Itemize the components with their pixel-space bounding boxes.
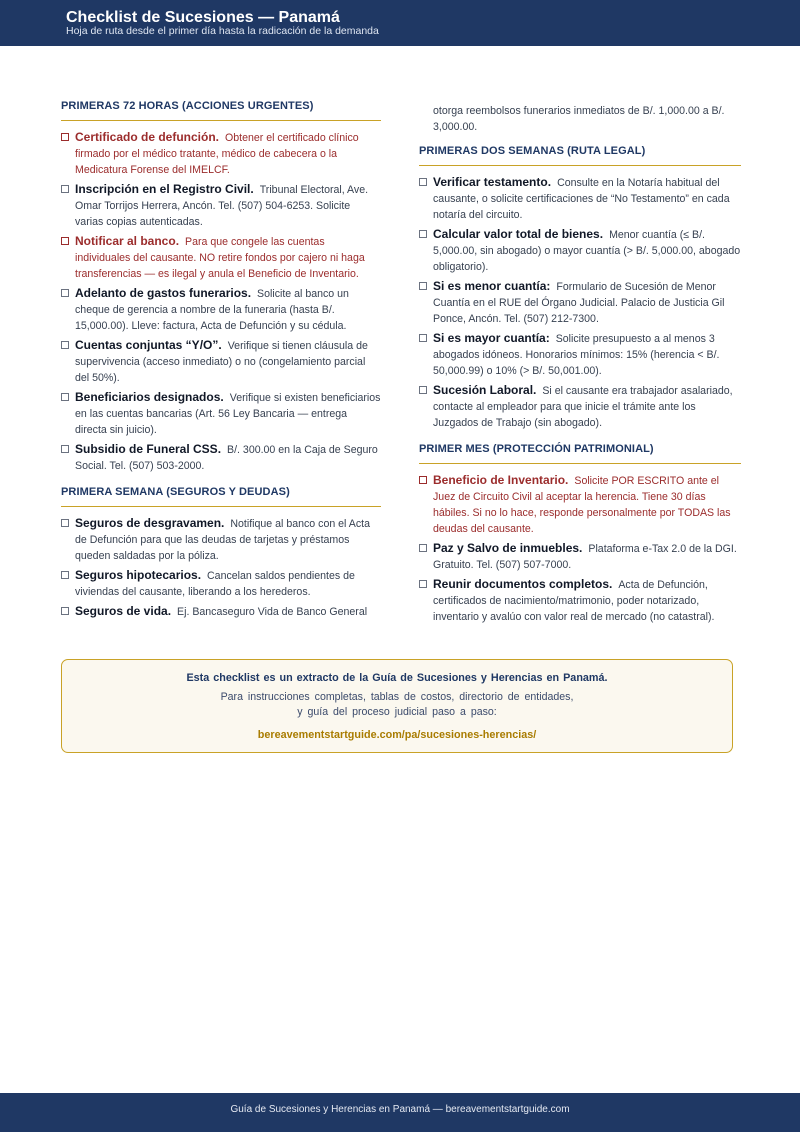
- checklist-item-hipotecarios[interactable]: Seguros hipotecarios. Cancelan saldos pendientes de viviendas del causante, liberando a los herederos.: [61, 567, 381, 600]
- page-subtitle: Hoja de ruta desde el primer día hasta la radicación de la demanda: [66, 25, 379, 37]
- checklist-item-valor-bienes[interactable]: Calcular valor total de bienes. Menor cuantía (≤ B/. 5,000.00, sin abogado) o mayor cuantía (> B/. 5,000.00, abogado obligatorio).: [419, 226, 741, 275]
- checkbox[interactable]: [61, 393, 69, 401]
- section-primer-mes: [419, 443, 741, 625]
- checklist-item-beneficiarios[interactable]: Beneficiarios designados. Verifique si existen beneficiarios en las cuentas bancarias (Art. 56 Ley Bancaria — entrega directa sin juicio).: [61, 389, 381, 438]
- checklist-item-menor-cuantia[interactable]: Si es menor cuantía: Formulario de Sucesión de Menor Cuantía en el RUE del Órgano Judicial. Palacio de Justicia Gil Ponce, Ancón. Tel. (507) 212-7300.: [419, 278, 741, 327]
- section-title: PRIMERAS DOS SEMANAS (RUTA LEGAL): [419, 145, 741, 166]
- checklist-item-testamento[interactable]: Verificar testamento. Consulte en la Notaría habitual del causante, o solicite certificaciones de “No Testamento” en cada notaría del circuito.: [419, 174, 741, 223]
- checklist-item-sucesion-laboral[interactable]: Sucesión Laboral. Si el causante era trabajador asalariado, contacte al empleador para que inicie el trámite ante los Juzgados de Trabajo (sin abogado).: [419, 382, 741, 431]
- section-primera-semana: [61, 486, 381, 620]
- checklist-item-paz-salvo[interactable]: Paz y Salvo de inmuebles. Plataforma e-Tax 2.0 de la DGI. Gratuito. Tel. (507) 507-7000.: [419, 540, 741, 573]
- checkbox[interactable]: [419, 386, 427, 394]
- checkbox[interactable]: [419, 334, 427, 342]
- section-title: PRIMERA SEMANA (SEGUROS Y DEUDAS): [61, 486, 381, 507]
- left-column: [61, 100, 381, 632]
- checklist-item-certificado[interactable]: Certificado de defunción. Obtener el certificado clínico firmado por el médico tratante, médico de cabecera o la Medicatura Forense del IMELCF.: [61, 129, 381, 178]
- section-72-horas: [61, 100, 381, 474]
- guide-link[interactable]: bereavementstartguide.com/pa/sucesiones-herencias/: [257, 729, 537, 741]
- checklist-item-subsidio-css[interactable]: Subsidio de Funeral CSS. B/. 300.00 en la Caja de Seguro Social. Tel. (507) 503-2000.: [61, 441, 381, 474]
- checkbox[interactable]: [419, 544, 427, 552]
- checkbox[interactable]: [61, 445, 69, 453]
- checkbox[interactable]: [61, 289, 69, 297]
- checklist-item-cuentas-conjuntas[interactable]: Cuentas conjuntas “Y/O”. Verifique si tienen cláusula de supervivencia (acceso inmediato) o no (congelamiento parcial del 50%).: [61, 337, 381, 386]
- guide-callout: [61, 659, 733, 753]
- checkbox[interactable]: [61, 133, 69, 141]
- checklist-item-gastos-funerarios[interactable]: Adelanto de gastos funerarios. Solicite al banco un cheque de gerencia a nombre de la funeraria (hasta B/. 15,000.00). Lleve: factura, Acta de Defunción y su cédula.: [61, 285, 381, 334]
- checkbox[interactable]: [61, 341, 69, 349]
- footer-text: Guía de Sucesiones y Herencias en Panamá — bereavementstartguide.com: [230, 1104, 570, 1115]
- checkbox[interactable]: [61, 237, 69, 245]
- page-header: [0, 0, 800, 46]
- checklist-item-documentos[interactable]: Reunir documentos completos. Acta de Defunción, certificados de nacimiento/matrimonio, poder notarizado, inventario y avalúo con valor real de mercado (no catastral).: [419, 576, 741, 625]
- page-footer: [0, 1093, 800, 1132]
- checkbox[interactable]: [419, 580, 427, 588]
- section-dos-semanas: [419, 145, 741, 431]
- callout-body: Para instrucciones completas, tablas de costos, directorio de entidades, y guía del proceso judicial paso a paso:: [220, 691, 574, 718]
- checkbox[interactable]: [61, 519, 69, 527]
- checkbox[interactable]: [61, 571, 69, 579]
- section-title: PRIMERAS 72 HORAS (ACCIONES URGENTES): [61, 100, 381, 121]
- checklist-item-mayor-cuantia[interactable]: Si es mayor cuantía: Solicite presupuesto a al menos 3 abogados idóneos. Honorarios mínimos: 15% (herencia < B/. 50,000.99) o 10% (> B/. 50,001.00).: [419, 330, 741, 379]
- checklist-item-beneficio-inventario[interactable]: Beneficio de Inventario. Solicite POR ESCRITO ante el Juez de Circuito Civil al aceptar la herencia. Tiene 30 días hábiles. Si no lo hace, responde personalmente por TODAS las deudas del causante.: [419, 472, 741, 537]
- checkbox[interactable]: [61, 185, 69, 193]
- checkbox[interactable]: [61, 607, 69, 615]
- checklist-item-registro-civil[interactable]: Inscripción en el Registro Civil. Tribunal Electoral, Ave. Omar Torrijos Herrera, Ancón. Tel. (507) 504-6253. Solicite varias copias autenticadas.: [61, 181, 381, 230]
- callout-heading: Esta checklist es un extracto de la Guía de Sucesiones y Herencias en Panamá.: [186, 672, 608, 684]
- checkbox[interactable]: [419, 476, 427, 484]
- checkbox[interactable]: [419, 178, 427, 186]
- seguros-vida-continuation: otorga reembolsos funerarios inmediatos de B/. 1,000.00 a B/. 3,000.00.: [433, 105, 725, 133]
- page-title: Checklist de Sucesiones — Panamá: [66, 9, 340, 26]
- checkbox[interactable]: [419, 230, 427, 238]
- checkbox[interactable]: [419, 282, 427, 290]
- section-title: PRIMER MES (PROTECCIÓN PATRIMONIAL): [419, 443, 741, 464]
- checklist-item-desgravamen[interactable]: Seguros de desgravamen. Notifique al banco con el Acta de Defunción para que las deudas de tarjetas y préstamos queden saldadas por la póliza.: [61, 515, 381, 564]
- right-column: [419, 103, 741, 637]
- checklist-item-notificar-banco[interactable]: Notificar al banco. Para que congele las cuentas individuales del causante. NO retire fondos por cajero ni haga transferencias — es ilegal y anula el Beneficio de Inventario.: [61, 233, 381, 282]
- checklist-item-seguros-vida[interactable]: Seguros de vida. Ej. Bancaseguro Vida de Banco General: [61, 603, 381, 620]
